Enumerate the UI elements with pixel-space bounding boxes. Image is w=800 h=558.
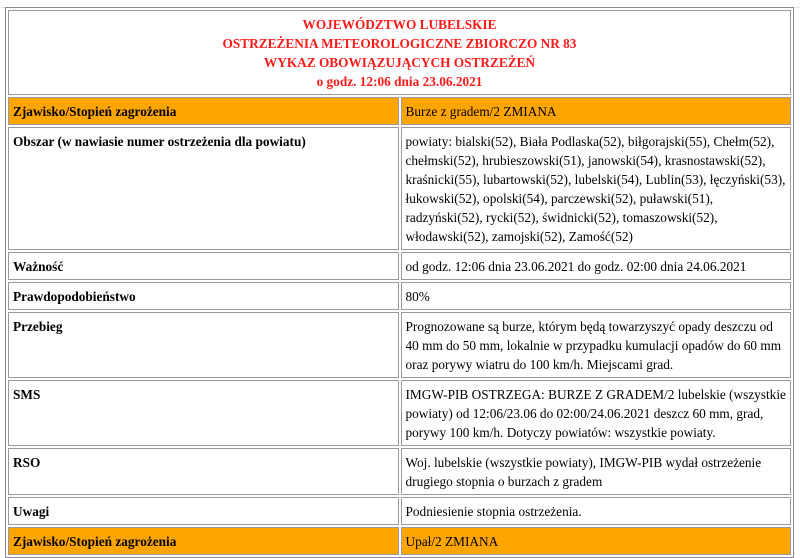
row-value-prawdopodobienstwo: 80%	[401, 282, 792, 310]
row-label-prawdopodobienstwo: Prawdopodobieństwo	[8, 282, 399, 310]
row-value-waznosc: od godz. 12:06 dnia 23.06.2021 do godz. 02:00 dnia 24.06.2021	[401, 252, 792, 280]
row-label-sms: SMS	[8, 380, 399, 446]
title-bulletin: OSTRZEŻENIA METEOROLOGICZNE ZBIORCZO NR 83	[222, 36, 577, 51]
table-row-zjawisko	[8, 97, 791, 125]
warning-document	[5, 7, 794, 558]
row-value-sms: IMGW-PIB OSTRZEGA: BURZE Z GRADEM/2 lubelskie (wszystkie powiaty) od 12:06/23.06 do 02:00/24.06.2021 deszcz 60 mm, grad, porywy 100 km/h. Dotyczy powiatów: wszystkie powiaty.	[401, 380, 792, 446]
row-value-zjawisko: Burze z gradem/2 ZMIANA	[401, 97, 792, 125]
row-label-zjawisko-2: Zjawisko/Stopień zagrożenia	[8, 527, 399, 555]
row-value-zjawisko-2: Upał/2 ZMIANA	[401, 527, 792, 555]
row-label-rso: RSO	[8, 448, 399, 495]
row-value-obszar: powiaty: bialski(52), Biała Podlaska(52), biłgorajski(55), Chełm(52), chełmski(52), hrubieszowski(51), janowski(54), krasnostawski(52), kraśnicki(55), lubartowski(52), lubelski(54), Lublin(53), łęczyński(53), łukowski(52), opolski(54), parczewski(52), puławski(51), radzyński(52), rycki(52), świdnicki(52), tomaszowski(52), włodawski(52), zamojski(52), Zamość(52)	[401, 127, 792, 250]
table-row-waznosc	[8, 252, 791, 280]
table-row-uwagi	[8, 497, 791, 525]
table-row-przebieg	[8, 312, 791, 378]
row-label-obszar: Obszar (w nawiasie numer ostrzeżenia dla powiatu)	[8, 127, 399, 250]
page-title	[8, 10, 791, 95]
table-row-zjawisko-2	[8, 527, 791, 555]
title-row	[8, 10, 791, 95]
table-row-obszar	[8, 127, 791, 250]
title-region: WOJEWÓDZTWO LUBELSKIE	[302, 17, 497, 32]
row-value-rso: Woj. lubelskie (wszystkie powiaty), IMGW-PIB wydał ostrzeżenie drugiego stopnia o burzach z gradem	[401, 448, 792, 495]
row-label-uwagi: Uwagi	[8, 497, 399, 525]
row-label-przebieg: Przebieg	[8, 312, 399, 378]
title-list: WYKAZ OBOWIĄZUJĄCYCH OSTRZEŻEŃ	[263, 55, 536, 70]
table-row-rso	[8, 448, 791, 495]
table-row-sms	[8, 380, 791, 446]
title-time: o godz. 12:06 dnia 23.06.2021	[316, 74, 483, 89]
table-row-prawdopodobienstwo	[8, 282, 791, 310]
warning-table	[5, 7, 794, 558]
row-value-przebieg: Prognozowane są burze, którym będą towarzyszyć opady deszczu od 40 mm do 50 mm, lokalnie w przypadku kumulacji opadów do 60 mm oraz porywy wiatru do 100 km/h. Miejscami grad.	[401, 312, 792, 378]
row-label-waznosc: Ważność	[8, 252, 399, 280]
row-label-zjawisko: Zjawisko/Stopień zagrożenia	[8, 97, 399, 125]
row-value-uwagi: Podniesienie stopnia ostrzeżenia.	[401, 497, 792, 525]
